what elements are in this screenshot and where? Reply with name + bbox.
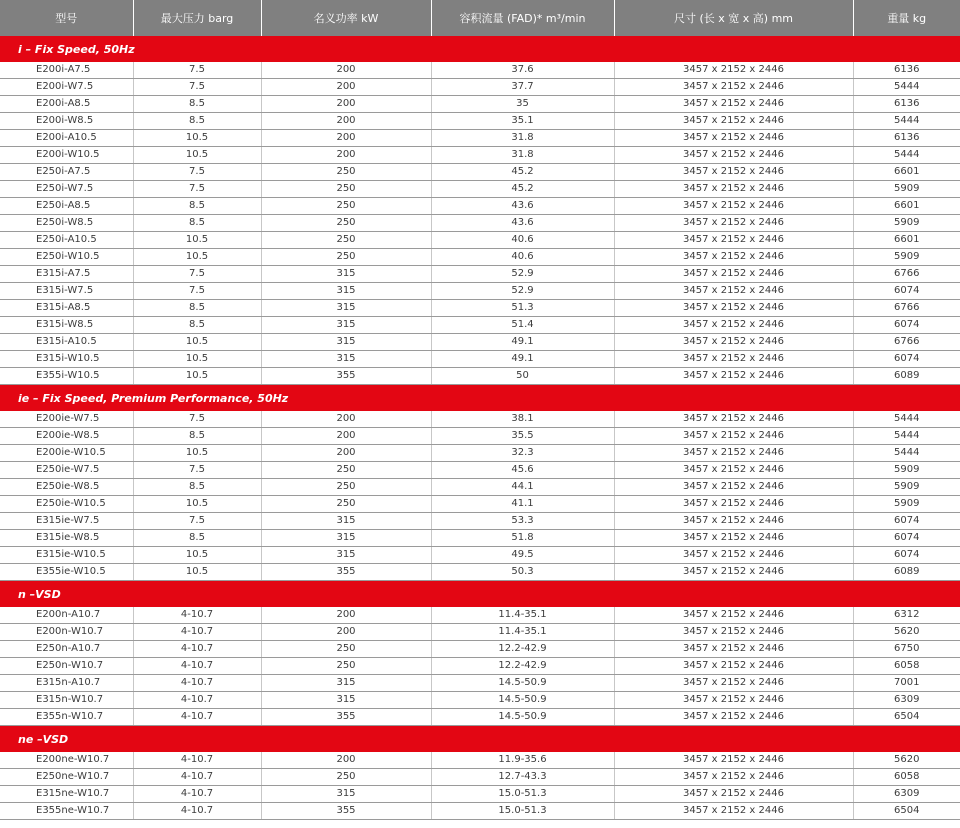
cell-weight: 6074 [853,530,960,547]
cell-model: E200ie-W8.5 [0,428,133,445]
cell-weight: 6309 [853,692,960,709]
table-row [0,368,960,385]
cell-max-pressure: 4-10.7 [133,752,261,769]
cell-weight: 5909 [853,249,960,266]
cell-dimensions: 3457 x 2152 x 2446 [614,181,853,198]
cell-nominal-power: 250 [261,181,431,198]
cell-nominal-power: 315 [261,266,431,283]
cell-max-pressure: 10.5 [133,445,261,462]
cell-weight: 5444 [853,113,960,130]
cell-weight: 5620 [853,624,960,641]
cell-fad: 43.6 [431,215,614,232]
cell-dimensions: 3457 x 2152 x 2446 [614,368,853,385]
cell-weight: 5909 [853,479,960,496]
header-model: 型号 [0,0,133,36]
cell-weight: 5909 [853,496,960,513]
cell-nominal-power: 315 [261,675,431,692]
cell-nominal-power: 200 [261,79,431,96]
cell-weight: 6766 [853,266,960,283]
table-row [0,181,960,198]
table-row [0,113,960,130]
cell-max-pressure: 7.5 [133,411,261,428]
cell-weight: 6089 [853,368,960,385]
cell-weight: 7001 [853,675,960,692]
table-row [0,300,960,317]
table-row [0,752,960,769]
table-row [0,769,960,786]
cell-weight: 6074 [853,513,960,530]
cell-nominal-power: 315 [261,786,431,803]
cell-model: E200i-W7.5 [0,79,133,96]
cell-nominal-power: 250 [261,641,431,658]
cell-model: E250ne-W10.7 [0,769,133,786]
cell-fad: 44.1 [431,479,614,496]
cell-dimensions: 3457 x 2152 x 2446 [614,351,853,368]
cell-max-pressure: 10.5 [133,547,261,564]
cell-nominal-power: 355 [261,564,431,581]
table-row [0,479,960,496]
cell-weight: 5909 [853,181,960,198]
cell-max-pressure: 4-10.7 [133,658,261,675]
cell-model: E315i-W10.5 [0,351,133,368]
cell-fad: 32.3 [431,445,614,462]
cell-model: E250n-A10.7 [0,641,133,658]
table-row [0,692,960,709]
cell-weight: 6750 [853,641,960,658]
cell-dimensions: 3457 x 2152 x 2446 [614,786,853,803]
cell-model: E200i-W8.5 [0,113,133,130]
cell-model: E355n-W10.7 [0,709,133,726]
cell-model: E315i-A8.5 [0,300,133,317]
cell-fad: 52.9 [431,283,614,300]
cell-max-pressure: 8.5 [133,530,261,547]
cell-weight: 5909 [853,462,960,479]
cell-nominal-power: 250 [261,658,431,675]
cell-dimensions: 3457 x 2152 x 2446 [614,675,853,692]
cell-nominal-power: 200 [261,607,431,624]
cell-model: E200i-A8.5 [0,96,133,113]
cell-nominal-power: 355 [261,803,431,820]
cell-nominal-power: 200 [261,147,431,164]
cell-weight: 6089 [853,564,960,581]
cell-model: E250i-A7.5 [0,164,133,181]
cell-fad: 11.9-35.6 [431,752,614,769]
cell-model: E315n-W10.7 [0,692,133,709]
cell-dimensions: 3457 x 2152 x 2446 [614,198,853,215]
table-row [0,96,960,113]
cell-weight: 5444 [853,147,960,164]
cell-weight: 6601 [853,232,960,249]
cell-max-pressure: 8.5 [133,113,261,130]
cell-dimensions: 3457 x 2152 x 2446 [614,641,853,658]
table-row [0,445,960,462]
header-dimensions: 尺寸 (长 x 宽 x 高) mm [614,0,853,36]
table-body [0,36,960,820]
section-header [0,36,960,62]
cell-nominal-power: 200 [261,752,431,769]
cell-dimensions: 3457 x 2152 x 2446 [614,564,853,581]
cell-fad: 45.2 [431,181,614,198]
cell-nominal-power: 200 [261,62,431,79]
cell-dimensions: 3457 x 2152 x 2446 [614,113,853,130]
cell-dimensions: 3457 x 2152 x 2446 [614,147,853,164]
section-header [0,385,960,412]
cell-max-pressure: 8.5 [133,428,261,445]
table-row [0,564,960,581]
cell-nominal-power: 250 [261,232,431,249]
section-title: ie – Fix Speed, Premium Performance, 50Hz [0,385,960,412]
table-row [0,266,960,283]
cell-dimensions: 3457 x 2152 x 2446 [614,624,853,641]
cell-nominal-power: 250 [261,164,431,181]
cell-nominal-power: 315 [261,351,431,368]
table-row [0,607,960,624]
cell-dimensions: 3457 x 2152 x 2446 [614,607,853,624]
cell-fad: 14.5-50.9 [431,692,614,709]
cell-weight: 6601 [853,164,960,181]
cell-model: E250i-W7.5 [0,181,133,198]
cell-weight: 5444 [853,79,960,96]
cell-dimensions: 3457 x 2152 x 2446 [614,215,853,232]
cell-dimensions: 3457 x 2152 x 2446 [614,130,853,147]
table-row [0,249,960,266]
cell-weight: 6074 [853,547,960,564]
cell-nominal-power: 355 [261,368,431,385]
cell-model: E315ie-W8.5 [0,530,133,547]
cell-dimensions: 3457 x 2152 x 2446 [614,317,853,334]
cell-weight: 6504 [853,709,960,726]
cell-max-pressure: 7.5 [133,462,261,479]
header-nominal-power: 名义功率 kW [261,0,431,36]
table-row [0,147,960,164]
cell-fad: 51.4 [431,317,614,334]
cell-model: E315i-A7.5 [0,266,133,283]
table-row [0,624,960,641]
table-row [0,317,960,334]
table-row [0,496,960,513]
cell-max-pressure: 4-10.7 [133,803,261,820]
table-row [0,641,960,658]
cell-weight: 6766 [853,300,960,317]
table-row [0,164,960,181]
cell-weight: 6074 [853,351,960,368]
cell-weight: 5444 [853,428,960,445]
cell-weight: 6309 [853,786,960,803]
cell-weight: 6074 [853,317,960,334]
cell-dimensions: 3457 x 2152 x 2446 [614,300,853,317]
table-row [0,232,960,249]
cell-dimensions: 3457 x 2152 x 2446 [614,334,853,351]
cell-max-pressure: 8.5 [133,317,261,334]
table-row [0,658,960,675]
cell-model: E315ie-W7.5 [0,513,133,530]
cell-fad: 31.8 [431,147,614,164]
cell-fad: 43.6 [431,198,614,215]
cell-model: E250i-W10.5 [0,249,133,266]
cell-dimensions: 3457 x 2152 x 2446 [614,709,853,726]
cell-fad: 41.1 [431,496,614,513]
cell-fad: 11.4-35.1 [431,624,614,641]
cell-fad: 35.1 [431,113,614,130]
cell-dimensions: 3457 x 2152 x 2446 [614,547,853,564]
cell-dimensions: 3457 x 2152 x 2446 [614,232,853,249]
cell-fad: 12.2-42.9 [431,641,614,658]
cell-fad: 15.0-51.3 [431,803,614,820]
table-row [0,130,960,147]
cell-dimensions: 3457 x 2152 x 2446 [614,428,853,445]
cell-model: E250ie-W8.5 [0,479,133,496]
table-row [0,709,960,726]
cell-fad: 11.4-35.1 [431,607,614,624]
table-row [0,215,960,232]
cell-model: E250i-A10.5 [0,232,133,249]
header-weight: 重量 kg [853,0,960,36]
cell-fad: 45.6 [431,462,614,479]
cell-dimensions: 3457 x 2152 x 2446 [614,266,853,283]
cell-nominal-power: 200 [261,445,431,462]
cell-fad: 14.5-50.9 [431,675,614,692]
cell-fad: 14.5-50.9 [431,709,614,726]
cell-dimensions: 3457 x 2152 x 2446 [614,462,853,479]
header-fad: 容积流量 (FAD)* m³/min [431,0,614,36]
cell-weight: 6058 [853,658,960,675]
cell-max-pressure: 8.5 [133,198,261,215]
table-row [0,334,960,351]
cell-dimensions: 3457 x 2152 x 2446 [614,496,853,513]
cell-fad: 50 [431,368,614,385]
cell-max-pressure: 10.5 [133,334,261,351]
cell-weight: 6312 [853,607,960,624]
table-row [0,547,960,564]
cell-dimensions: 3457 x 2152 x 2446 [614,692,853,709]
cell-dimensions: 3457 x 2152 x 2446 [614,658,853,675]
cell-weight: 6136 [853,130,960,147]
cell-max-pressure: 4-10.7 [133,624,261,641]
cell-dimensions: 3457 x 2152 x 2446 [614,530,853,547]
cell-max-pressure: 4-10.7 [133,641,261,658]
table-row [0,283,960,300]
cell-nominal-power: 200 [261,428,431,445]
table-row [0,786,960,803]
cell-model: E200n-A10.7 [0,607,133,624]
cell-dimensions: 3457 x 2152 x 2446 [614,479,853,496]
cell-fad: 52.9 [431,266,614,283]
cell-model: E250ie-W10.5 [0,496,133,513]
cell-max-pressure: 10.5 [133,368,261,385]
cell-model: E200ie-W10.5 [0,445,133,462]
cell-weight: 6074 [853,283,960,300]
cell-weight: 5620 [853,752,960,769]
section-title: n –VSD [0,581,960,608]
cell-model: E315ne-W10.7 [0,786,133,803]
table-row [0,513,960,530]
cell-max-pressure: 10.5 [133,147,261,164]
cell-model: E315i-A10.5 [0,334,133,351]
cell-model: E355ne-W10.7 [0,803,133,820]
cell-weight: 6601 [853,198,960,215]
header-max-pressure: 最大压力 barg [133,0,261,36]
cell-fad: 15.0-51.3 [431,786,614,803]
table-row [0,675,960,692]
cell-max-pressure: 10.5 [133,232,261,249]
section-header [0,581,960,608]
cell-model: E200ie-W7.5 [0,411,133,428]
cell-fad: 37.7 [431,79,614,96]
cell-nominal-power: 200 [261,130,431,147]
cell-dimensions: 3457 x 2152 x 2446 [614,769,853,786]
cell-model: E355i-W10.5 [0,368,133,385]
cell-nominal-power: 200 [261,411,431,428]
cell-fad: 49.1 [431,334,614,351]
cell-fad: 49.1 [431,351,614,368]
cell-nominal-power: 200 [261,113,431,130]
cell-nominal-power: 250 [261,769,431,786]
cell-dimensions: 3457 x 2152 x 2446 [614,96,853,113]
cell-nominal-power: 315 [261,300,431,317]
cell-fad: 51.8 [431,530,614,547]
cell-weight: 5444 [853,445,960,462]
cell-max-pressure: 4-10.7 [133,607,261,624]
cell-nominal-power: 250 [261,479,431,496]
cell-weight: 6058 [853,769,960,786]
cell-max-pressure: 4-10.7 [133,692,261,709]
cell-dimensions: 3457 x 2152 x 2446 [614,164,853,181]
cell-nominal-power: 250 [261,496,431,513]
cell-fad: 31.8 [431,130,614,147]
cell-model: E200i-A7.5 [0,62,133,79]
cell-max-pressure: 4-10.7 [133,786,261,803]
cell-max-pressure: 10.5 [133,496,261,513]
cell-max-pressure: 4-10.7 [133,675,261,692]
cell-model: E315i-W8.5 [0,317,133,334]
cell-max-pressure: 10.5 [133,130,261,147]
cell-dimensions: 3457 x 2152 x 2446 [614,283,853,300]
cell-fad: 40.6 [431,232,614,249]
cell-dimensions: 3457 x 2152 x 2446 [614,62,853,79]
cell-weight: 6136 [853,96,960,113]
cell-max-pressure: 10.5 [133,249,261,266]
cell-max-pressure: 10.5 [133,351,261,368]
cell-nominal-power: 315 [261,530,431,547]
cell-weight: 6766 [853,334,960,351]
cell-nominal-power: 315 [261,547,431,564]
cell-max-pressure: 7.5 [133,62,261,79]
section-title: i – Fix Speed, 50Hz [0,36,960,62]
cell-fad: 53.3 [431,513,614,530]
cell-dimensions: 3457 x 2152 x 2446 [614,79,853,96]
table-row [0,428,960,445]
cell-model: E315i-W7.5 [0,283,133,300]
table-row [0,351,960,368]
cell-weight: 6136 [853,62,960,79]
cell-model: E200ne-W10.7 [0,752,133,769]
cell-fad: 49.5 [431,547,614,564]
cell-max-pressure: 7.5 [133,79,261,96]
cell-dimensions: 3457 x 2152 x 2446 [614,249,853,266]
cell-nominal-power: 250 [261,462,431,479]
cell-model: E250n-W10.7 [0,658,133,675]
cell-model: E355ie-W10.5 [0,564,133,581]
table-row [0,803,960,820]
cell-fad: 35 [431,96,614,113]
cell-dimensions: 3457 x 2152 x 2446 [614,513,853,530]
cell-fad: 12.2-42.9 [431,658,614,675]
cell-model: E200i-A10.5 [0,130,133,147]
cell-max-pressure: 4-10.7 [133,709,261,726]
cell-max-pressure: 8.5 [133,300,261,317]
cell-max-pressure: 4-10.7 [133,769,261,786]
cell-fad: 38.1 [431,411,614,428]
cell-fad: 45.2 [431,164,614,181]
cell-model: E250i-W8.5 [0,215,133,232]
cell-nominal-power: 250 [261,249,431,266]
cell-fad: 35.5 [431,428,614,445]
cell-max-pressure: 7.5 [133,283,261,300]
cell-model: E315n-A10.7 [0,675,133,692]
section-title: ne –VSD [0,726,960,753]
section-header [0,726,960,753]
cell-max-pressure: 7.5 [133,181,261,198]
cell-dimensions: 3457 x 2152 x 2446 [614,752,853,769]
cell-nominal-power: 250 [261,215,431,232]
cell-nominal-power: 315 [261,317,431,334]
cell-fad: 50.3 [431,564,614,581]
table-header [0,0,960,36]
cell-nominal-power: 200 [261,624,431,641]
cell-weight: 6504 [853,803,960,820]
cell-dimensions: 3457 x 2152 x 2446 [614,411,853,428]
cell-dimensions: 3457 x 2152 x 2446 [614,803,853,820]
table-row [0,411,960,428]
table-row [0,462,960,479]
cell-model: E200i-W10.5 [0,147,133,164]
cell-fad: 12.7-43.3 [431,769,614,786]
cell-model: E250i-A8.5 [0,198,133,215]
cell-nominal-power: 315 [261,334,431,351]
cell-max-pressure: 8.5 [133,96,261,113]
cell-max-pressure: 8.5 [133,215,261,232]
cell-nominal-power: 315 [261,513,431,530]
cell-max-pressure: 7.5 [133,513,261,530]
table-row [0,530,960,547]
cell-fad: 37.6 [431,62,614,79]
table-row [0,62,960,79]
cell-model: E250ie-W7.5 [0,462,133,479]
cell-model: E315ie-W10.5 [0,547,133,564]
table-row [0,79,960,96]
cell-model: E200n-W10.7 [0,624,133,641]
cell-nominal-power: 315 [261,692,431,709]
cell-dimensions: 3457 x 2152 x 2446 [614,445,853,462]
cell-nominal-power: 355 [261,709,431,726]
cell-max-pressure: 8.5 [133,479,261,496]
cell-weight: 5909 [853,215,960,232]
cell-fad: 51.3 [431,300,614,317]
cell-max-pressure: 7.5 [133,266,261,283]
table-row [0,198,960,215]
cell-max-pressure: 10.5 [133,564,261,581]
cell-nominal-power: 250 [261,198,431,215]
cell-weight: 5444 [853,411,960,428]
cell-nominal-power: 315 [261,283,431,300]
cell-max-pressure: 7.5 [133,164,261,181]
cell-nominal-power: 200 [261,96,431,113]
cell-fad: 40.6 [431,249,614,266]
